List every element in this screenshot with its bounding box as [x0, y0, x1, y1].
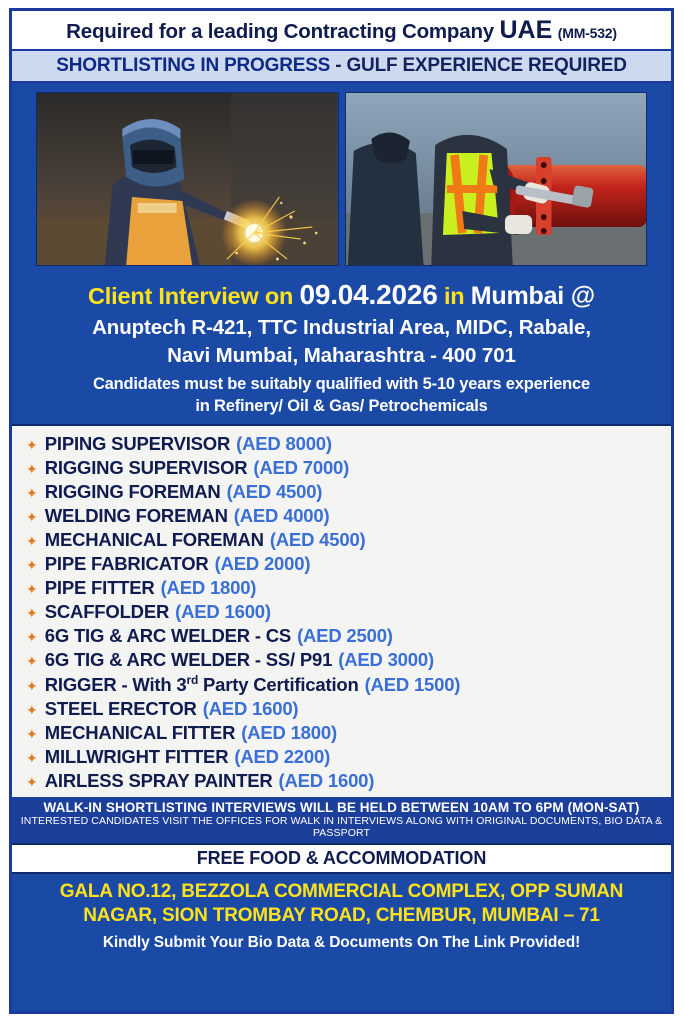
- bullet-icon: ✦: [26, 774, 38, 791]
- footer-note: Kindly Submit Your Bio Data & Documents On The Link Provided!: [102, 933, 581, 951]
- job-title: MECHANICAL FOREMAN: [44, 529, 264, 551]
- photo-row: [12, 83, 671, 272]
- job-title: PIPE FABRICATOR: [44, 553, 209, 575]
- qualification-line-2: in Refinery/ Oil & Gas/ Petrochemicals: [195, 396, 488, 415]
- interview-address-line-1: Anuptech R-421, TTC Industrial Area, MIDC, Rabale,: [92, 316, 591, 340]
- free-food-banner: FREE FOOD & ACCOMMODATION: [12, 843, 671, 874]
- office-address: [12, 874, 671, 930]
- bullet-icon: ✦: [26, 581, 38, 598]
- subheader-band: [12, 51, 671, 83]
- header-band: [12, 11, 671, 51]
- job-salary: (AED 7000): [253, 457, 350, 479]
- bullet-icon: ✦: [26, 557, 38, 574]
- interview-address-line-2: Navi Mumbai, Maharashtra - 400 701: [167, 344, 516, 368]
- office-address-line-2: NAGAR, SION TROMBAY ROAD, CHEMBUR, MUMBAI – 71: [83, 904, 600, 926]
- interview-headline: [22, 278, 661, 312]
- office-address-line-1: GALA NO.12, BEZZOLA COMMERCIAL COMPLEX, OPP SUMAN: [59, 881, 624, 903]
- walkin-notice-band: [12, 797, 671, 843]
- job-row: [12, 600, 671, 624]
- welder-photo: [36, 92, 339, 266]
- job-salary: (AED 3000): [338, 649, 434, 671]
- job-salary: (AED 1600): [175, 601, 271, 623]
- job-title: SCAFFOLDER: [44, 601, 170, 623]
- job-title: STEEL ERECTOR: [44, 698, 197, 720]
- shortlisting-label: SHORTLISTING IN PROGRESS: [56, 55, 331, 76]
- job-list: [12, 424, 671, 797]
- interview-details: [12, 272, 671, 424]
- interview-in-word: in: [443, 283, 465, 309]
- job-salary: (AED 1800): [160, 577, 257, 599]
- header-title-prefix: Required for a leading Contracting Company: [66, 20, 494, 43]
- bullet-icon: ✦: [26, 485, 38, 502]
- interview-city: Mumbai @: [470, 282, 595, 310]
- header-country: UAE: [499, 16, 553, 44]
- job-row: [12, 528, 671, 552]
- shortlisting-suffix: - GULF EXPERIENCE REQUIRED: [335, 55, 627, 76]
- job-title: PIPING SUPERVISOR: [44, 433, 231, 455]
- qualification-text: [22, 374, 661, 422]
- job-row: [12, 576, 671, 600]
- job-row: [12, 432, 671, 456]
- bullet-icon: ✦: [26, 437, 38, 454]
- job-salary: (AED 4500): [226, 481, 323, 503]
- job-title: 6G TIG & ARC WELDER - CS: [44, 625, 292, 647]
- job-title: AIRLESS SPRAY PAINTER: [44, 770, 273, 792]
- job-salary: (AED 4000): [233, 505, 330, 527]
- bullet-icon: ✦: [26, 629, 38, 646]
- job-salary: (AED 2000): [214, 553, 311, 575]
- job-row: [12, 697, 671, 721]
- bullet-icon: ✦: [26, 533, 38, 550]
- bullet-icon: ✦: [26, 702, 38, 719]
- job-row: [12, 456, 671, 480]
- qualification-line-1: Candidates must be suitably qualified with 5-10 years experience: [92, 375, 591, 394]
- job-row: [12, 504, 671, 528]
- job-salary: (AED 1600): [278, 770, 375, 792]
- job-row: [12, 552, 671, 576]
- job-title: MILLWRIGHT FITTER: [44, 746, 229, 768]
- job-row: [12, 624, 671, 648]
- job-row: [12, 721, 671, 745]
- job-salary: (AED 8000): [236, 433, 332, 455]
- shortlisting-banner: [16, 55, 667, 77]
- walkin-notice: WALK-IN SHORTLISTING INTERVIEWS WILL BE HELD BETWEEN 10AM TO 6PM (MON-SAT): [43, 800, 640, 816]
- header-ref-code: (MM-532): [557, 25, 617, 41]
- job-title: RIGGER - With 3rd Party Certification: [44, 673, 359, 696]
- interview-lead: Client Interview on: [88, 283, 294, 309]
- job-title: PIPE FITTER: [44, 577, 155, 599]
- job-salary: (AED 2200): [234, 746, 331, 768]
- bullet-icon: ✦: [26, 750, 38, 767]
- job-title: RIGGING SUPERVISOR: [44, 457, 248, 479]
- job-row: [12, 648, 671, 672]
- poster-frame: [9, 8, 674, 1014]
- bullet-icon: ✦: [26, 461, 38, 478]
- job-salary: (AED 1800): [241, 722, 337, 744]
- documents-notice: INTERESTED CANDIDATES VISIT THE OFFICES FOR WALK IN INTERVIEWS ALONG WITH ORIGINAL DOCUMENTS, BIO DATA & PASSPORT: [20, 815, 663, 840]
- job-title: 6G TIG & ARC WELDER - SS/ P91: [44, 649, 333, 671]
- job-title: WELDING FOREMAN: [44, 505, 228, 527]
- bullet-icon: ✦: [26, 605, 38, 622]
- interview-date: 09.04.2026: [299, 279, 438, 310]
- bullet-icon: ✦: [26, 678, 38, 695]
- header-title: [16, 16, 667, 45]
- job-row: [12, 672, 671, 697]
- job-row: [12, 745, 671, 769]
- job-row: [12, 769, 671, 793]
- bullet-icon: ✦: [26, 509, 38, 526]
- pipe-fitter-photo: [345, 92, 648, 266]
- job-title: MECHANICAL FITTER: [44, 722, 236, 744]
- job-salary: (AED 2500): [297, 625, 393, 647]
- job-row: [12, 480, 671, 504]
- job-salary: (AED 1600): [202, 698, 299, 720]
- welder-photo-graphic: [37, 93, 338, 265]
- job-title: RIGGING FOREMAN: [44, 481, 221, 503]
- bullet-icon: ✦: [26, 726, 38, 743]
- job-salary: (AED 1500): [364, 674, 461, 696]
- pipe-fitter-photo-graphic: [346, 93, 647, 265]
- bullet-icon: ✦: [26, 653, 38, 670]
- job-salary: (AED 4500): [269, 529, 366, 551]
